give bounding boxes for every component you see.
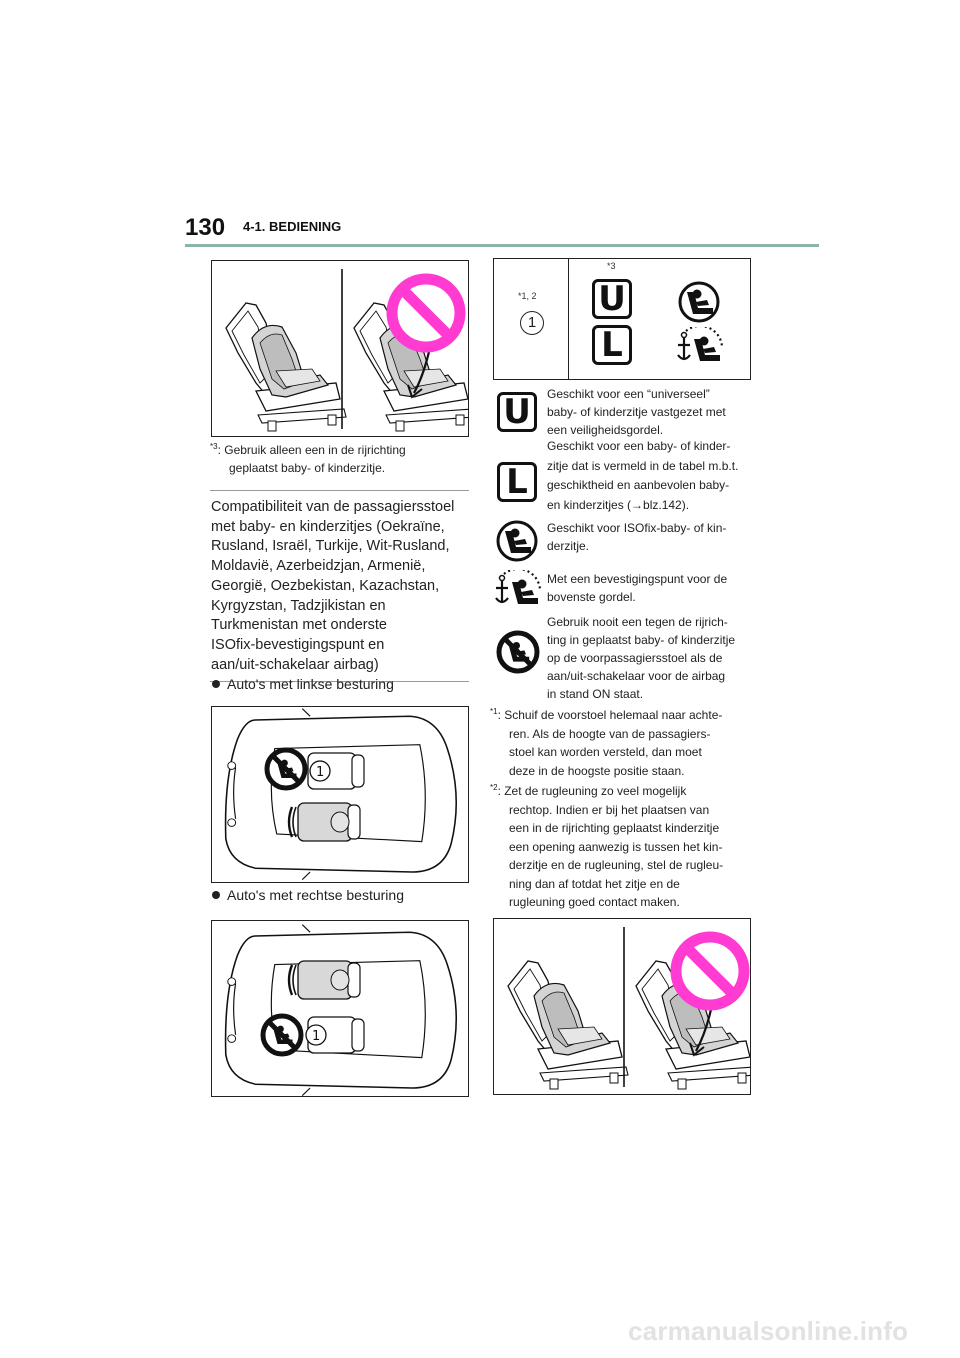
car-top-view-left-hand [211, 706, 469, 883]
legend-isofix-text: Geschikt voor ISOfix-baby- of kin- derzitje. [547, 521, 727, 553]
legend-never-rear-facing-icon [496, 630, 540, 674]
section-title: 4-1. BEDIENING [243, 219, 342, 234]
legend-u-icon: U [497, 392, 537, 432]
note-1: $^{*1}$: Schuif de voorstoel helemaal naar achte- ren. Als de hoogte van de passagiers- stoel kan worden versteld, dan moet deze in de hoogste positie staan. [490, 707, 723, 778]
seating-position-number: 1 [520, 311, 544, 335]
note-2: $^{*2}$: Zet de rugleuning zo veel mogelijk rechtop. Indien er bij het plaatsen van een in de rijrichting geplaatst kinderzitje een opening aanwezig is tussen het kin- derzitje en de rugleuning, stel de rugleu- ning dan af totdat het zitje en de rugleuning goed contact maken. [490, 783, 724, 909]
top-tether-icon [676, 327, 726, 367]
bullet-left-hand-drive: Auto's met linkse besturing [210, 676, 394, 692]
listed-l-icon: L [592, 325, 632, 365]
seat-comparison-illustration [211, 260, 469, 437]
legend-universal-text: Geschikt voor een “universeel” baby- of kinderzitje vastgezet met een veiligheidsgordel. [547, 387, 726, 437]
footnote-3: $^{*3}$: Gebruik alleen een in de rijrichting geplaatst baby- of kinderzitje. [210, 442, 406, 475]
universal-u-icon: U [592, 279, 632, 319]
forward-seat-drawing [226, 303, 346, 431]
position-number: 1 [316, 765, 325, 780]
no-rear-facing-icon [267, 750, 305, 788]
table-header-seat-notes: *1, 2 [518, 291, 537, 301]
legend-listed-text: Geschikt voor een baby- of kinder- zitje dat is vermeld in de tabel m.b.t. geschiktheid en aanbevolen baby- en kinderzitjes (→blz.142). [547, 439, 739, 513]
header-divider [185, 244, 819, 247]
table-header-note-3: *3 [607, 261, 616, 271]
compatibility-table [493, 258, 751, 380]
seat-comparison-illustration-bottom [493, 918, 751, 1095]
car-top-view-right-hand [211, 920, 469, 1097]
prohibited-icon [392, 279, 460, 347]
forward-seat-drawing [508, 961, 628, 1089]
isofix-icon [678, 281, 720, 323]
compatibility-heading: Compatibiliteit van de passagiersstoel met baby- en kinderzitjes (Oekraïne, Rusland, Israël, Turkije, Wit-Rusland, Moldavië, Azerbeidzjan, Armenië, Georgië, Oezbekistan, Kazachstan, Kyrgyzstan, Tadzjikistan en Turkmenistan met onderste ISOfix-bevestigingspunt en aan/uit-schakelaar airbag) [210, 490, 469, 682]
table-divider [568, 259, 569, 379]
bullet-right-hand-drive: Auto's met rechtse besturing [210, 887, 404, 903]
no-rear-facing-icon [263, 1016, 301, 1054]
legend-never-rear-facing-text: Gebruik nooit een tegen de rijrich- ting in geplaatst baby- of kinderzitje op de voorpassagiersstoel als de aan/uit-schakelaar voor de airbag in stand ON staat. [547, 615, 736, 701]
legend-top-tether-text: Met een bevestigingspunt voor de bovenste gordel. [547, 572, 728, 604]
bullet-dot [212, 891, 220, 899]
legend-l-icon: L [497, 462, 537, 502]
position-number: 1 [312, 1029, 321, 1044]
legend-top-tether-icon [494, 570, 544, 610]
prohibited-icon [676, 937, 744, 1005]
watermark: carmanualsonline.info [628, 1316, 909, 1346]
page-number: 130 [185, 214, 226, 241]
legend-isofix-icon [496, 520, 538, 562]
bullet-dot [212, 680, 220, 688]
